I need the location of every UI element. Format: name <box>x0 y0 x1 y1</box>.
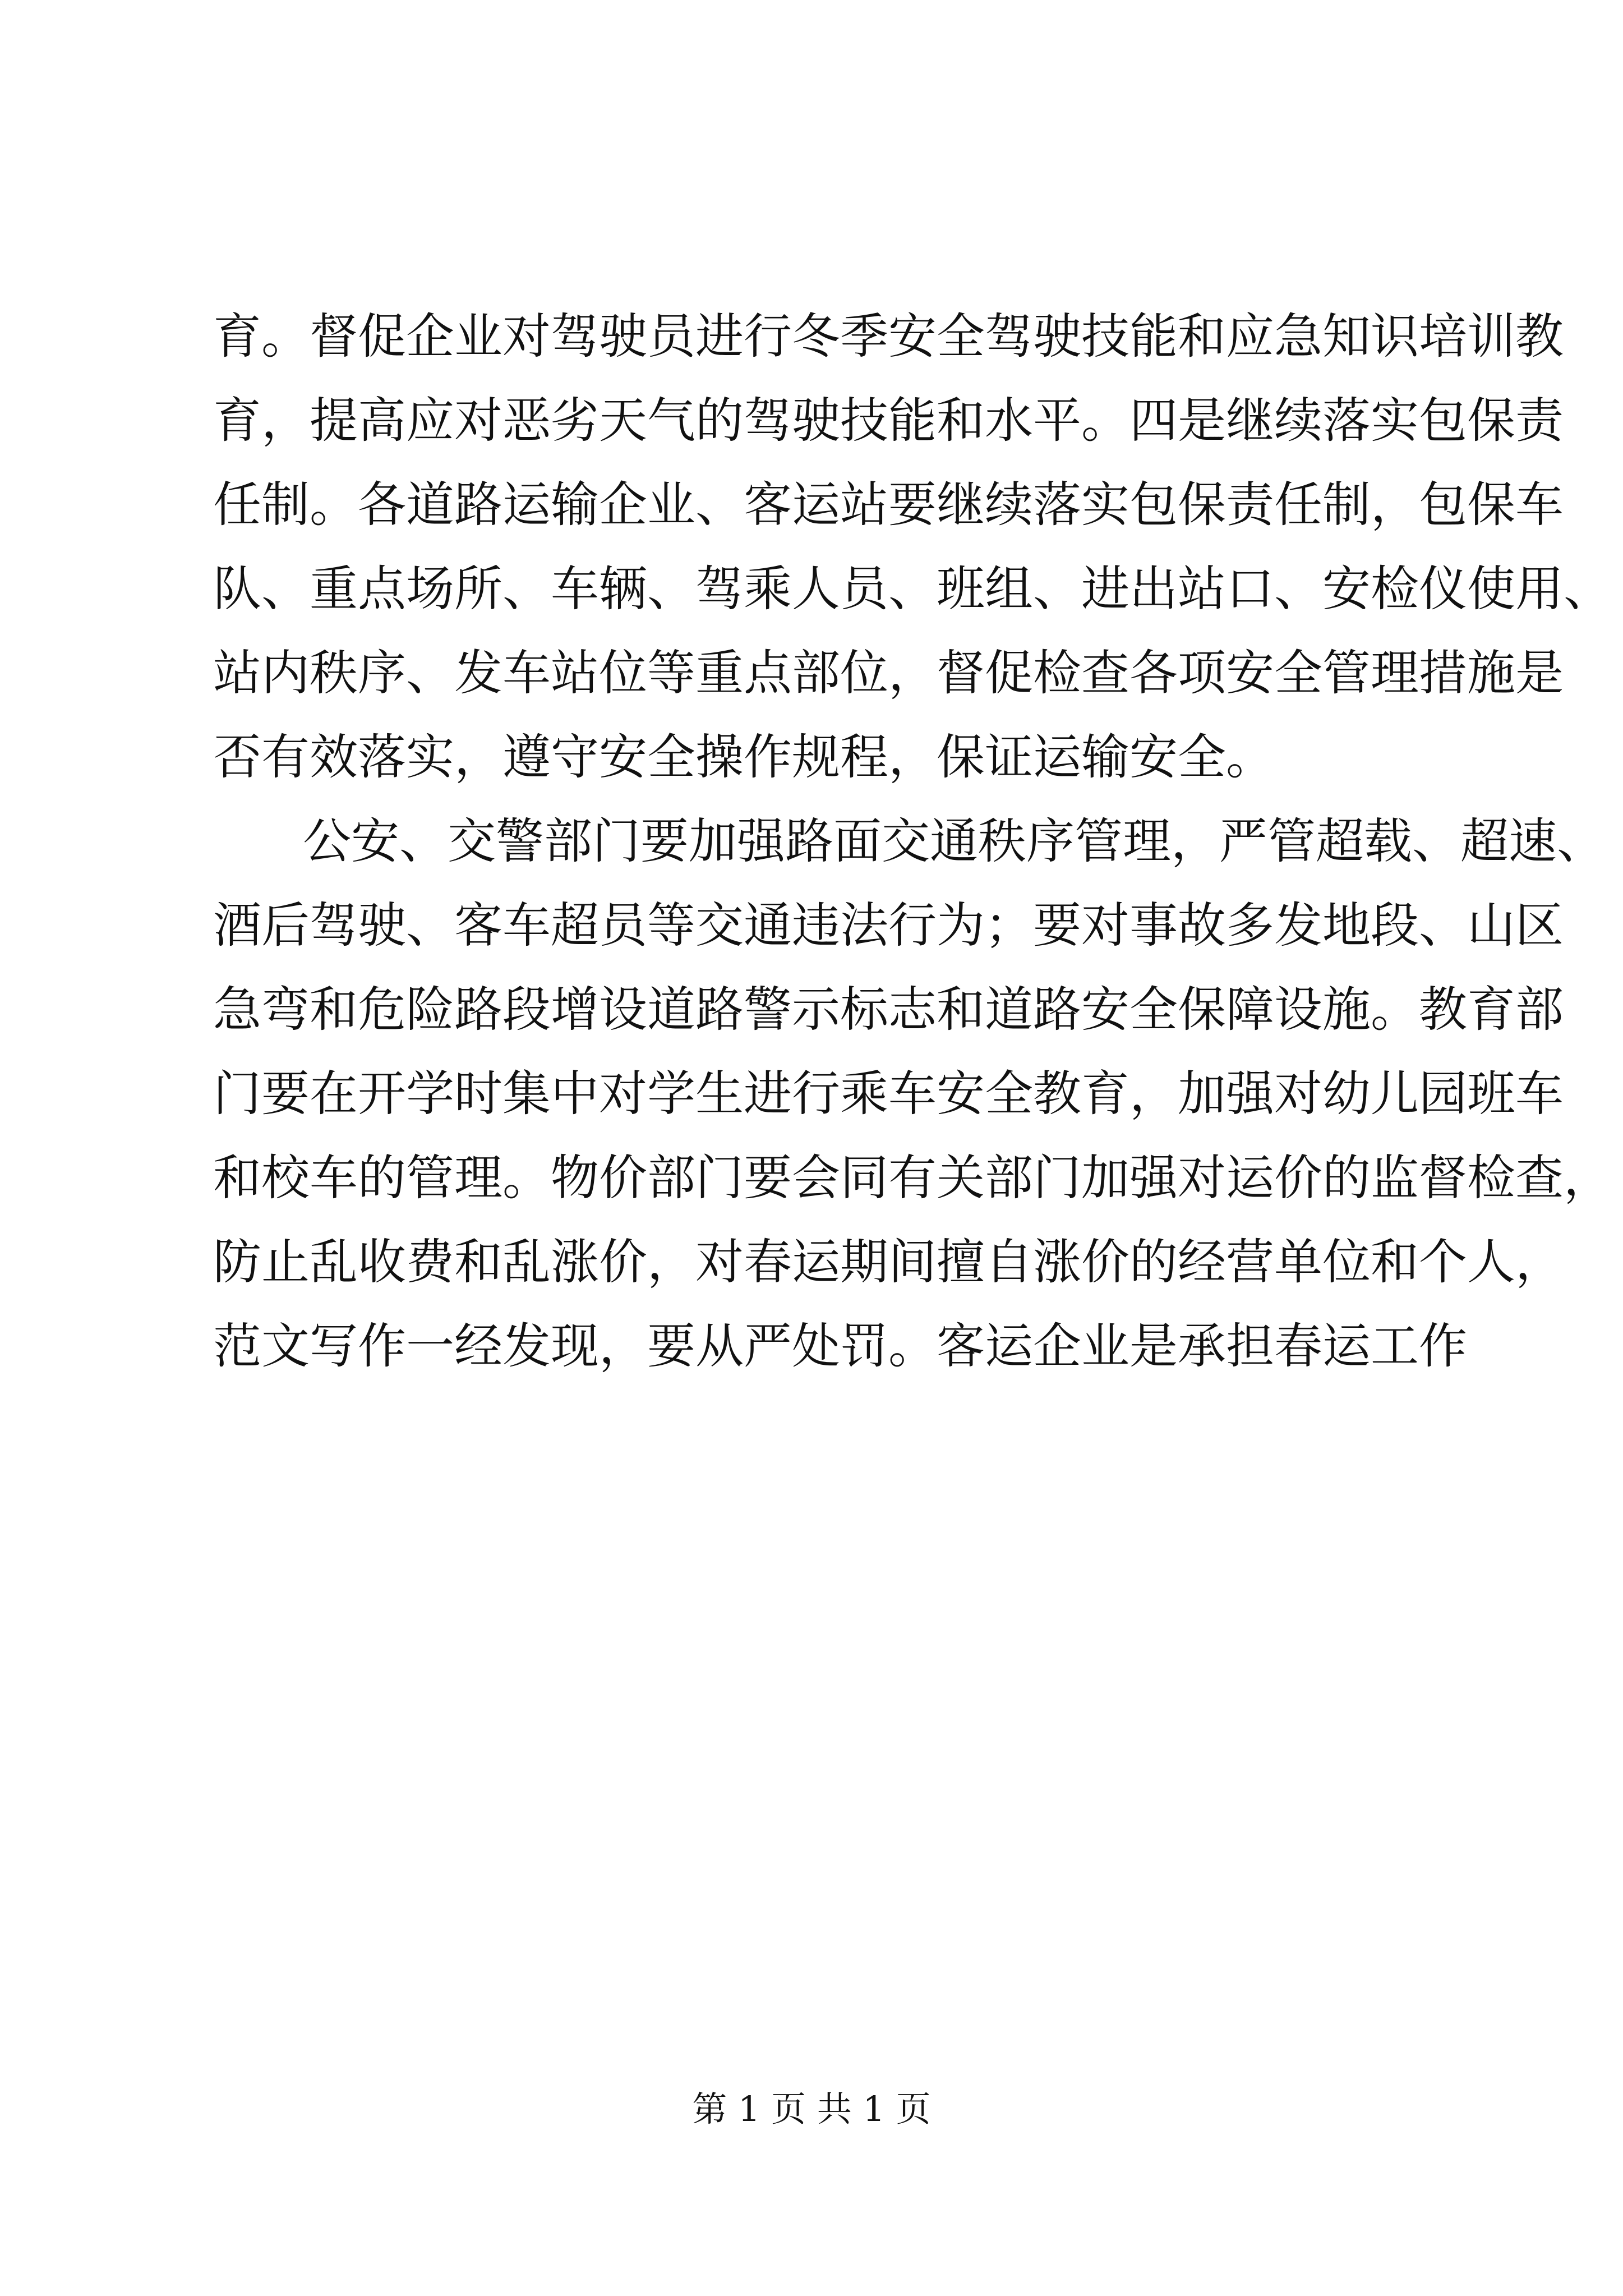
paragraph-line: 任制。各道路运输企业、客运站要继续落实包保责任制，包保车 <box>213 477 1564 533</box>
paragraph-line: 否有效落实，遵守安全操作规程，保证运输安全。 <box>213 729 1274 785</box>
paragraph-line: 范文写作一经发现，要从严处罚。客运企业是承担春运工作 <box>213 1318 1467 1374</box>
paragraph-line: 育。督促企业对驾驶员进行冬季安全驾驶技能和应急知识培训教 <box>213 309 1564 365</box>
paragraph-line: 站内秩序、发车站位等重点部位，督促检查各项安全管理措施是 <box>213 645 1564 701</box>
paragraph-line: 和校车的管理。物价部门要会同有关部门加强对运价的监督检查， <box>213 1150 1612 1206</box>
paragraph-line: 防止乱收费和乱涨价，对春运期间擅自涨价的经营单位和个人， <box>213 1234 1564 1290</box>
paragraph-line: 急弯和危险路段增设道路警示标志和道路安全保障设施。教育部 <box>213 982 1564 1038</box>
paragraph-line: 育，提高应对恶劣天气的驾驶技能和水平。四是继续落实包保责 <box>213 393 1564 449</box>
page-number-footer: 第 1 页 共 1 页 <box>692 2088 931 2129</box>
paragraph-line: 队、重点场所、车辆、驾乘人员、班组、进出站口、安检仪使用、 <box>213 561 1612 617</box>
paragraph-line: 酒后驾驶、客车超员等交通违法行为；要对事故多发地段、山区 <box>213 898 1564 954</box>
paragraph-line: 公安、交警部门要加强路面交通秩序管理，严管超载、超速、 <box>303 813 1605 869</box>
paragraph-line: 门要在开学时集中对学生进行乘车安全教育，加强对幼儿园班车 <box>213 1066 1564 1122</box>
